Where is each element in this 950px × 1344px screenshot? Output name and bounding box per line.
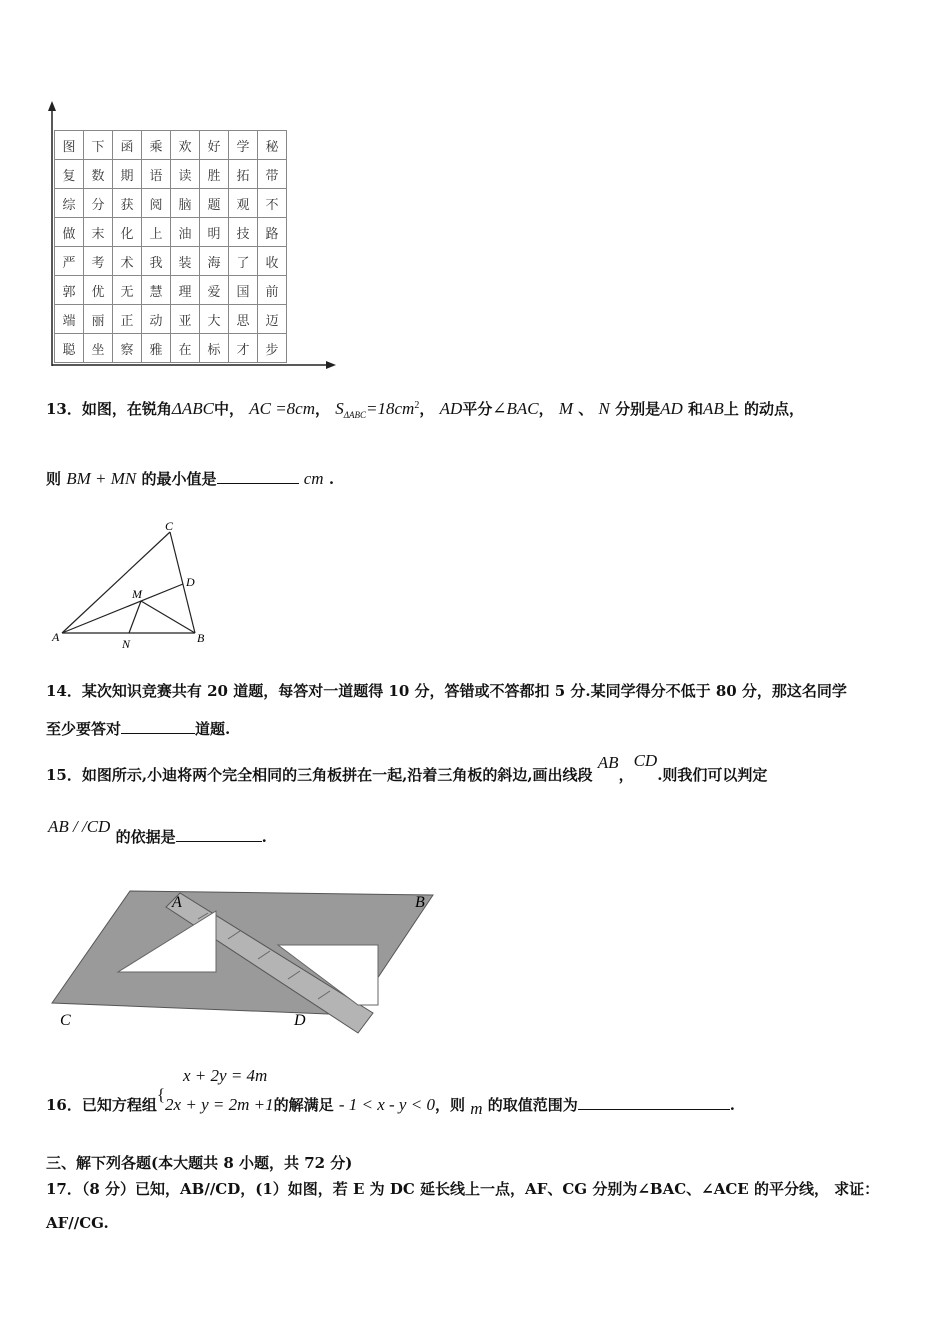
grid-cell: 国 xyxy=(229,276,258,305)
grid-row xyxy=(55,160,287,189)
grid-cell: 拓 xyxy=(229,160,258,189)
grid-row xyxy=(55,247,287,276)
grid-cell: 路 xyxy=(258,218,287,247)
grid-cell: 海 xyxy=(200,247,229,276)
grid-cell: 末 xyxy=(84,218,113,247)
answer-blank-14[interactable] xyxy=(121,719,195,734)
grid-cell: 聪 xyxy=(55,334,84,363)
grid-cell: 期 xyxy=(113,160,142,189)
equation-system-16: x + 2y = 4m xyxy=(183,1066,268,1085)
grid-cell: 严 xyxy=(55,247,84,276)
grid-cell: 题 xyxy=(200,189,229,218)
grid-cell: 收 xyxy=(258,247,287,276)
question-13-line-1: 13．如图，在锐角ΔABC中， AC =8cm， $S_{\Delta ABC}=18cm^2$， AD平分∠BAC， M 、 N 分别是AD 和AB上 的动点， xyxy=(46,399,805,420)
grid-row xyxy=(55,218,287,247)
grid-cell: 欢 xyxy=(171,131,200,160)
grid-cell: 才 xyxy=(229,334,258,363)
grid-cell: 察 xyxy=(113,334,142,363)
grid-cell: 爱 xyxy=(200,276,229,305)
label-C: C xyxy=(165,519,174,533)
grid-cell: 步 xyxy=(258,334,287,363)
section-3-title: 三、解下列各题(本大题共 8 小题，共 72 分) xyxy=(46,1154,353,1172)
question-17-line-2: AF//CG. xyxy=(46,1214,109,1232)
question-17-line-1: 17．（8 分）已知，AB//CD，(1）如图，若 E 为 DC 延长线上一点，AF、CG 分别为∠BAC、∠ACE 的平分线， 求证： xyxy=(46,1180,880,1198)
label-B-fig15: B xyxy=(415,894,425,911)
grid-cell: 观 xyxy=(229,189,258,218)
grid-cell: 综 xyxy=(55,189,84,218)
grid-cell: 坐 xyxy=(84,334,113,363)
answer-blank-16[interactable] xyxy=(578,1095,730,1110)
character-grid xyxy=(54,130,287,363)
grid-cell: 做 xyxy=(55,218,84,247)
grid-row xyxy=(55,131,287,160)
grid-cell: 胜 xyxy=(200,160,229,189)
grid-cell: 好 xyxy=(200,131,229,160)
grid-cell: 我 xyxy=(142,247,171,276)
grid-cell: 函 xyxy=(113,131,142,160)
grid-cell: 大 xyxy=(200,305,229,334)
grid-row xyxy=(55,305,287,334)
grid-row xyxy=(55,189,287,218)
answer-blank-13[interactable] xyxy=(217,469,299,484)
grid-cell: 装 xyxy=(171,247,200,276)
label-A: A xyxy=(52,630,60,644)
grid-cell: 郭 xyxy=(55,276,84,305)
label-B: B xyxy=(197,631,205,645)
question-15-line-1: 15．如图所示,小迪将两个完全相同的三角板拼在一起,沿着三角板的斜边,画出线段 AB，CD.则我们可以判定 xyxy=(46,751,768,784)
label-M: M xyxy=(132,587,142,601)
grid-cell: 阅 xyxy=(142,189,171,218)
label-A-fig15: A xyxy=(172,894,182,911)
grid-cell: 术 xyxy=(113,247,142,276)
grid-cell: 慧 xyxy=(142,276,171,305)
grid-row xyxy=(55,276,287,305)
grid-cell: 读 xyxy=(171,160,200,189)
grid-cell: 技 xyxy=(229,218,258,247)
question-15-line-2: AB / /CD 的依据是 . xyxy=(48,817,267,846)
grid-cell: 在 xyxy=(171,334,200,363)
question-14-line-2: 至少要答对 道题. xyxy=(46,720,231,738)
grid-cell: 复 xyxy=(55,160,84,189)
question-14-line-1: 14．某次知识竞赛共有 20 道题，每答对一道题得 10 分，答错或不答都扣 5 分.某同学得分不低于 80 分，那这名同学 xyxy=(46,682,847,700)
grid-cell: 明 xyxy=(200,218,229,247)
question-13-line-2: 则 BM + MN 的最小值是 cm . xyxy=(46,469,335,488)
grid-cell: 油 xyxy=(171,218,200,247)
grid-cell: 动 xyxy=(142,305,171,334)
grid-cell: 迈 xyxy=(258,305,287,334)
grid-cell: 不 xyxy=(258,189,287,218)
label-N: N xyxy=(122,637,131,651)
grid-cell: 考 xyxy=(84,247,113,276)
grid-cell: 获 xyxy=(113,189,142,218)
grid-cell: 端 xyxy=(55,305,84,334)
grid-row xyxy=(55,334,287,363)
grid-cell: 优 xyxy=(84,276,113,305)
label-C-fig15: C xyxy=(60,1012,71,1029)
grid-cell: 图 xyxy=(55,131,84,160)
triangle-figure-13 xyxy=(50,518,220,653)
grid-cell: 丽 xyxy=(84,305,113,334)
grid-cell: 了 xyxy=(229,247,258,276)
grid-cell: 带 xyxy=(258,160,287,189)
grid-cell: 正 xyxy=(113,305,142,334)
question-16: 16．已知方程组{2x + y = 2m +1的解满足 - 1 < x - y < 0，则 m 的取值范围为 . xyxy=(46,1085,735,1118)
grid-cell: 分 xyxy=(84,189,113,218)
triangle-rulers-figure-15 xyxy=(48,885,443,1035)
answer-blank-15[interactable] xyxy=(176,827,262,842)
grid-cell: 秘 xyxy=(258,131,287,160)
label-D-fig15: D xyxy=(294,1012,306,1029)
grid-cell: 前 xyxy=(258,276,287,305)
grid-cell: 学 xyxy=(229,131,258,160)
grid-cell: 乘 xyxy=(142,131,171,160)
label-D: D xyxy=(186,575,195,589)
grid-cell: 标 xyxy=(200,334,229,363)
grid-cell: 化 xyxy=(113,218,142,247)
grid-cell: 思 xyxy=(229,305,258,334)
grid-cell: 下 xyxy=(84,131,113,160)
grid-cell: 无 xyxy=(113,276,142,305)
grid-cell: 亚 xyxy=(171,305,200,334)
grid-cell: 理 xyxy=(171,276,200,305)
grid-cell: 语 xyxy=(142,160,171,189)
grid-cell: 脑 xyxy=(171,189,200,218)
grid-cell: 雅 xyxy=(142,334,171,363)
grid-cell: 上 xyxy=(142,218,171,247)
grid-cell: 数 xyxy=(84,160,113,189)
